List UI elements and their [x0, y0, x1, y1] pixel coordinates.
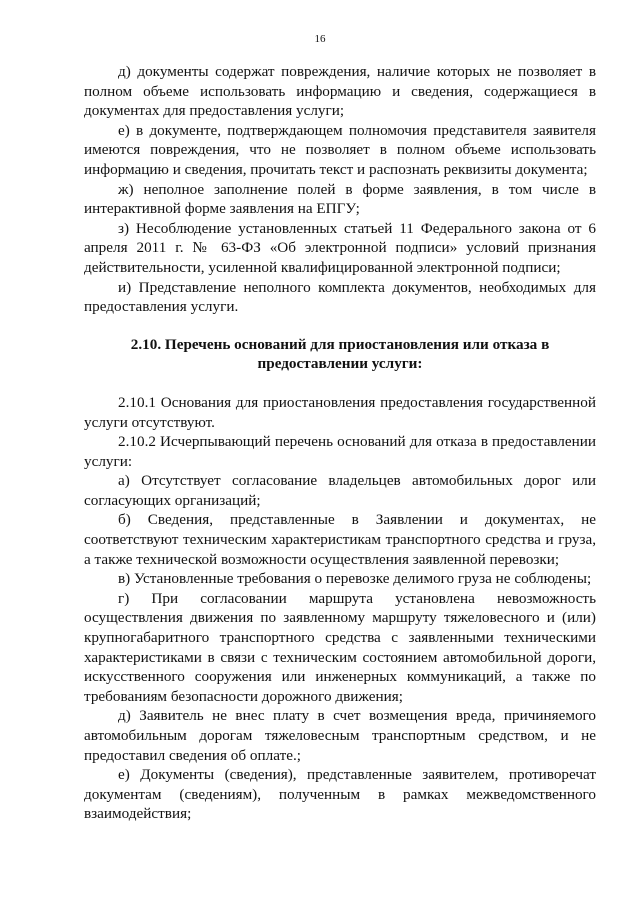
page-number: 16: [314, 33, 326, 45]
section-heading: 2.10. Перечень оснований для приостановления или отказа в предоставлении услуги:: [130, 335, 550, 373]
paragraph-zh-incomplete-form: ж) неполное заполнение полей в форме заявления, в том числе в интерактивной форме заявления на ЕПГУ;: [84, 180, 596, 218]
paragraph-e-representative: е) в документе, подтверждающем полномочия представителя заявителя имеются повреждения, что не позволяет в полном объеме использовать информацию и сведения, прочитать текст и распознать реквизиты документа;: [84, 121, 596, 178]
paragraph-g-route: г) При согласовании маршрута установлена невозможность осуществления движения по заявленному маршруту тяжеловесного и (или) крупногабаритного транспортного средства с заявленными техническими характеристиками в связи с техническим состоянием автомобильной дороги, искусственного сооружения или инженерных коммуникаций, а также по требованиям безопасности дорожного движения;: [84, 589, 596, 705]
page-content: [84, 62, 596, 824]
paragraph-2-10-1: 2.10.1 Основания для приостановления предоставления государственной услуги отсутствуют.: [84, 393, 596, 431]
paragraph-d-payment: д) Заявитель не внес плату в счет возмещения вреда, причиняемого автомобильным дорогам тяжеловесным транспортным средством, и не предоставил сведения об оплате.;: [84, 707, 596, 764]
paragraph-a-no-approval: а) Отсутствует согласование владельцев автомобильных дорог или согласующих организаций;: [84, 472, 596, 509]
paragraph-i-incomplete-docs: и) Представление неполного комплекта документов, необходимых для предоставления услуги.: [84, 278, 596, 316]
paragraph-v-divisible-cargo: в) Установленные требования о перевозке делимого груза не соблюдены;: [118, 570, 592, 588]
paragraph-d-damage: д) документы содержат повреждения, наличие которых не позволяет в полном объеме использовать информацию и сведения, содержащиеся в документах для предоставления услуги;: [84, 63, 596, 120]
paragraph-z-signature: з) Несоблюдение установленных статьей 11 Федерального закона от 6 апреля 2011 г. № 63-ФЗ «Об электронной подписи» условий признания действительности, усиленной квалифицированной электронной подписи;: [84, 219, 596, 276]
paragraph-e-contradiction: е) Документы (сведения), представленные заявителем, противоречат документам (сведениям), полученным в рамках межведомственного взаимодействия;: [84, 766, 596, 823]
paragraph-b-mismatch: б) Сведения, представленные в Заявлении и документах, не соответствуют техническим характеристикам транспортного средства и груза, а также технической возможности осуществления заявленной перевозки;: [84, 511, 596, 568]
paragraph-2-10-2: 2.10.2 Исчерпывающий перечень оснований для отказа в предоставлении услуги:: [84, 433, 596, 470]
